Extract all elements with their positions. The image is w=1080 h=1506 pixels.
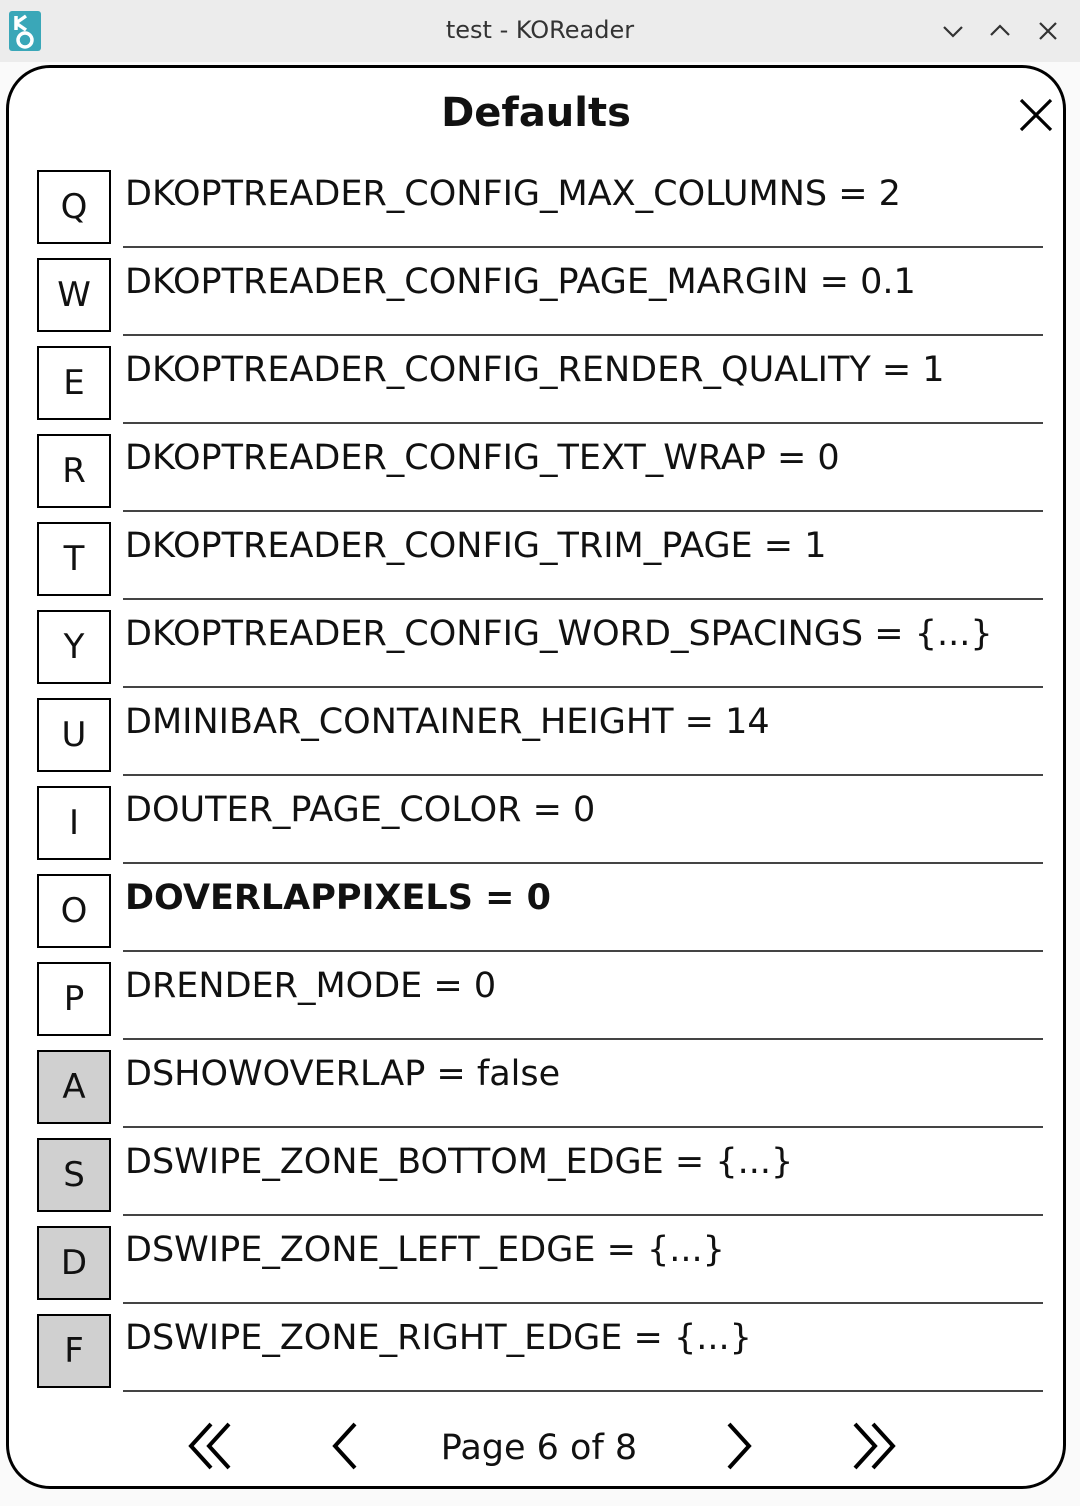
last-page-button[interactable] <box>843 1418 903 1474</box>
row-divider <box>123 1390 1043 1392</box>
chevron-left-icon <box>317 1418 377 1474</box>
setting-label: DSWIPE_ZONE_BOTTOM_EDGE = {...} <box>125 1142 794 1182</box>
shortcut-key[interactable]: Q <box>37 170 111 244</box>
close-icon <box>1033 16 1063 46</box>
setting-row[interactable] <box>9 776 1069 864</box>
shortcut-key[interactable]: D <box>37 1226 111 1300</box>
setting-label: DKOPTREADER_CONFIG_TRIM_PAGE = 1 <box>125 526 827 566</box>
page-indicator[interactable]: Page 6 of 8 <box>440 1428 638 1468</box>
close-dialog-button[interactable] <box>1015 94 1057 136</box>
shortcut-key[interactable]: F <box>37 1314 111 1388</box>
window-titlebar <box>0 0 1080 63</box>
next-page-button[interactable] <box>709 1418 769 1474</box>
shortcut-key[interactable]: I <box>37 786 111 860</box>
minimize-button[interactable] <box>938 16 968 46</box>
setting-row[interactable] <box>9 952 1069 1040</box>
setting-row[interactable] <box>9 160 1069 248</box>
close-window-button[interactable] <box>1033 16 1063 46</box>
setting-row[interactable] <box>9 248 1069 336</box>
setting-label: DKOPTREADER_CONFIG_WORD_SPACINGS = {...} <box>125 614 993 654</box>
shortcut-key[interactable]: W <box>37 258 111 332</box>
setting-label: DKOPTREADER_CONFIG_TEXT_WRAP = 0 <box>125 438 840 478</box>
shortcut-key[interactable]: T <box>37 522 111 596</box>
setting-label: DSWIPE_ZONE_RIGHT_EDGE = {...} <box>125 1318 752 1358</box>
shortcut-key[interactable]: R <box>37 434 111 508</box>
setting-label: DOUTER_PAGE_COLOR = 0 <box>125 790 596 830</box>
setting-label: DKOPTREADER_CONFIG_MAX_COLUMNS = 2 <box>125 174 901 214</box>
setting-row[interactable] <box>9 1304 1069 1392</box>
setting-row[interactable] <box>9 336 1069 424</box>
setting-row[interactable] <box>9 600 1069 688</box>
pagination-bar <box>9 1408 1069 1488</box>
shortcut-key[interactable]: A <box>37 1050 111 1124</box>
shortcut-key[interactable]: O <box>37 874 111 948</box>
close-icon <box>1015 94 1057 136</box>
dialog-title: Defaults <box>441 90 631 136</box>
setting-row[interactable] <box>9 424 1069 512</box>
setting-row[interactable] <box>9 512 1069 600</box>
shortcut-key[interactable]: U <box>37 698 111 772</box>
shortcut-key[interactable]: S <box>37 1138 111 1212</box>
setting-label: DKOPTREADER_CONFIG_PAGE_MARGIN = 0.1 <box>125 262 916 302</box>
setting-label: DMINIBAR_CONTAINER_HEIGHT = 14 <box>125 702 770 742</box>
previous-page-button[interactable] <box>317 1418 377 1474</box>
setting-label: DRENDER_MODE = 0 <box>125 966 497 1006</box>
chevron-right-icon <box>709 1418 769 1474</box>
maximize-button[interactable] <box>985 16 1015 46</box>
setting-row[interactable] <box>9 864 1069 952</box>
defaults-dialog <box>6 65 1066 1489</box>
chevron-down-icon <box>938 16 968 46</box>
setting-row[interactable] <box>9 1128 1069 1216</box>
setting-row[interactable] <box>9 1216 1069 1304</box>
window-title: test - KOReader <box>445 16 635 44</box>
shortcut-key[interactable]: Y <box>37 610 111 684</box>
chevron-up-icon <box>985 16 1015 46</box>
shortcut-key[interactable]: E <box>37 346 111 420</box>
shortcut-key[interactable]: P <box>37 962 111 1036</box>
setting-row[interactable] <box>9 688 1069 776</box>
setting-label: DSHOWOVERLAP = false <box>125 1054 561 1094</box>
double-chevron-left-icon <box>181 1418 241 1474</box>
double-chevron-right-icon <box>843 1418 903 1474</box>
setting-label: DKOPTREADER_CONFIG_RENDER_QUALITY = 1 <box>125 350 945 390</box>
first-page-button[interactable] <box>181 1418 241 1474</box>
setting-label: DOVERLAPPIXELS = 0 <box>125 878 551 918</box>
setting-row[interactable] <box>9 1040 1069 1128</box>
setting-label: DSWIPE_ZONE_LEFT_EDGE = {...} <box>125 1230 725 1270</box>
